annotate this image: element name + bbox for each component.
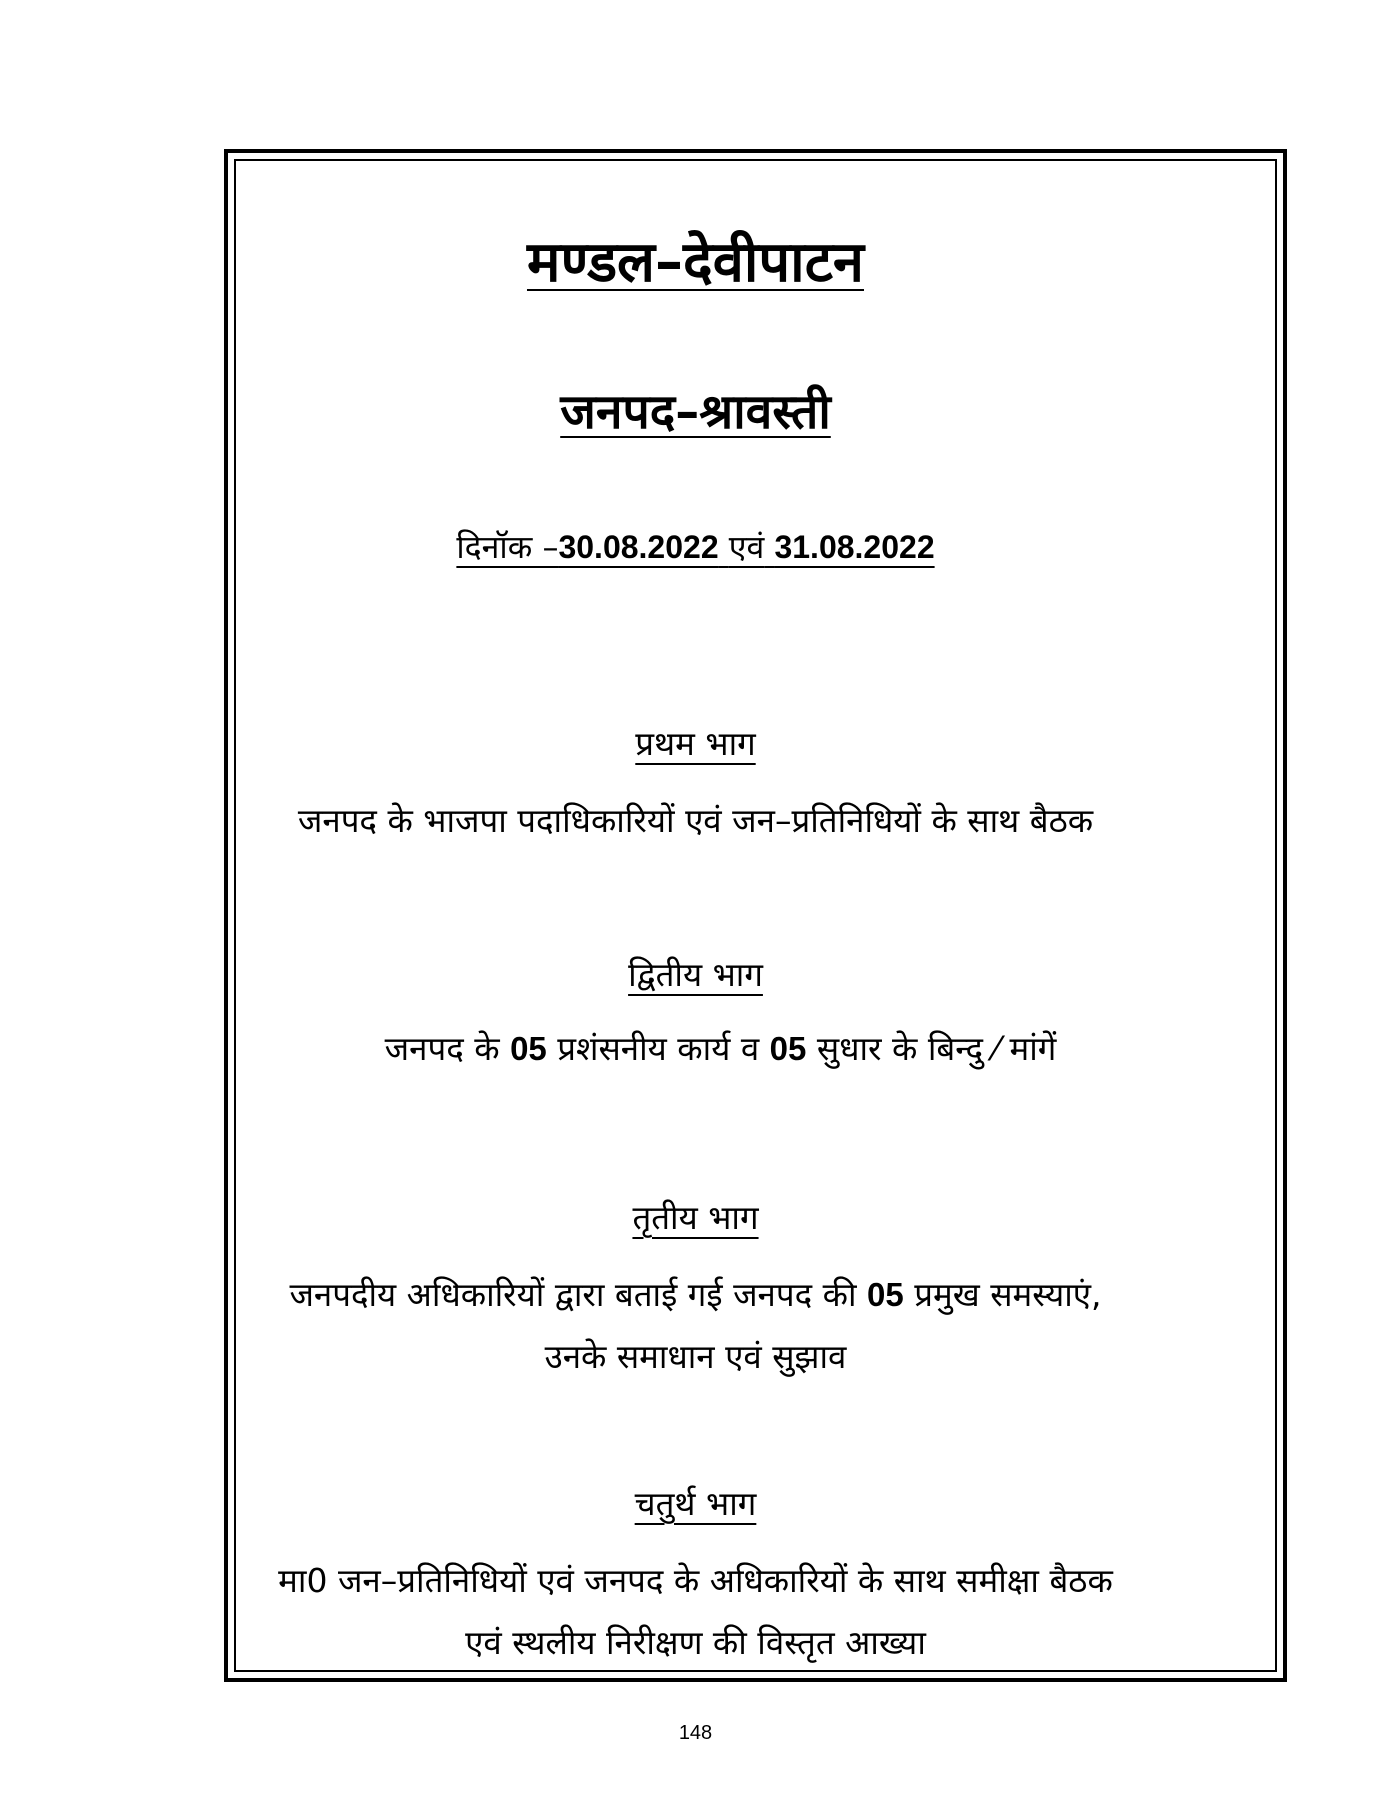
- part-3-heading: तृतीय भाग: [632, 1198, 759, 1237]
- part-3-description-line-1: [0, 1264, 1391, 1326]
- part-2-heading: द्वितीय भाग: [628, 955, 763, 994]
- part-4-description-line-2: एवं स्थलीय निरीक्षण की विस्तृत आख्या: [465, 1623, 926, 1662]
- part-1-description: जनपद के भाजपा पदाधिकारियों एवं जन–प्रतिनिधियों के साथ बैठक: [297, 801, 1094, 840]
- part-2-count-1: 05: [510, 1030, 547, 1067]
- page-number: 148: [678, 1722, 713, 1744]
- part-2-desc-c: सुधार के बिन्दु ⁄ मांगें: [816, 1029, 1057, 1068]
- meeting-date-line: [0, 525, 1391, 568]
- part-3-desc-b: प्रमुख समस्याएं,: [914, 1275, 1102, 1314]
- part-3-desc-a: जनपदीय अधिकारियों द्वारा बताई गई जनपद की: [289, 1275, 857, 1314]
- date-second: 31.08.2022: [774, 529, 935, 565]
- part-3-count: 05: [867, 1276, 904, 1313]
- part-2-desc-b: प्रशंसनीय कार्य व: [557, 1029, 760, 1068]
- date-label: दिनॉक –: [456, 528, 559, 566]
- part-2-count-2: 05: [769, 1030, 807, 1067]
- district-title: जनपद–श्रावस्ती: [560, 384, 831, 440]
- part-1-heading: प्रथम भाग: [635, 724, 756, 763]
- part-2-description: [0, 1018, 1391, 1080]
- date-joiner: एवं: [728, 528, 765, 566]
- part-2-desc-a: जनपद के: [384, 1029, 500, 1068]
- part-3-description-line-2: उनके समाधान एवं सुझाव: [544, 1337, 847, 1376]
- part-4-description-line-1: मा0 जन–प्रतिनिधियों एवं जनपद के अधिकारियों के साथ समीक्षा बैठक: [278, 1561, 1113, 1600]
- division-title: मण्डल–देवीपाटन: [526, 230, 864, 295]
- part-4-heading: चतुर्थ भाग: [634, 1484, 757, 1523]
- date-first: 30.08.2022: [558, 529, 719, 565]
